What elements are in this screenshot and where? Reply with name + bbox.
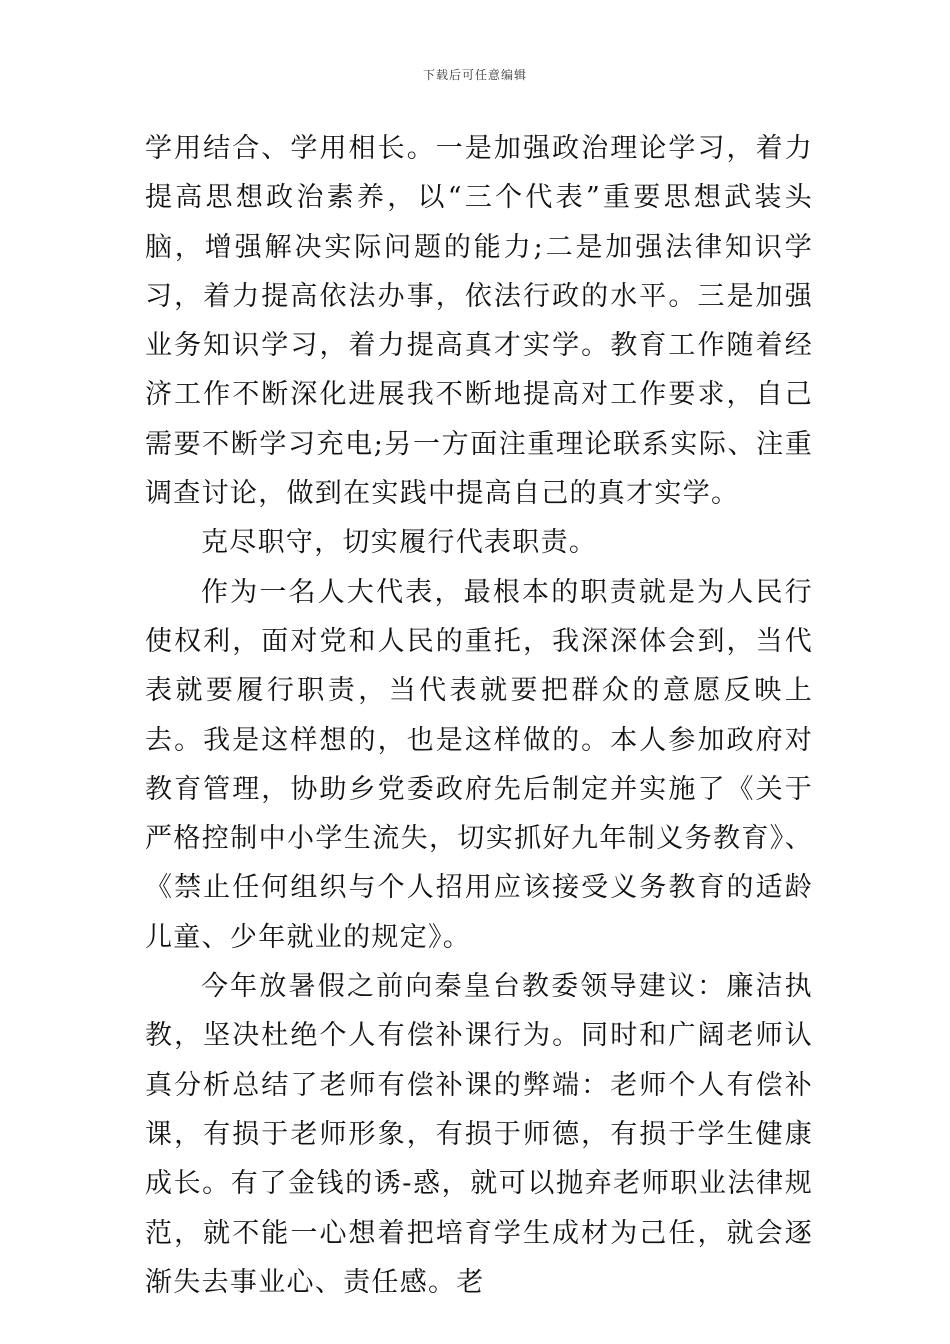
page-header: 下载后可任意编辑 [422,68,527,82]
paragraph-representative-duties: 作为一名人大代表，最根本的职责就是为人民行使权利，面对党和人民的重托，我深深体会到，当代表就要履行职责，当代表就要把群众的意愿反映上去。我是这样想的，也是这样做的。本人参加政府对教育管理，协助乡党委政府先后制定并实施了《关于严格控制中小学生流失，切实抓好九年制义务教育》、《禁止任何组织与个人招用应该接受义务教育的适龄儿童、少年就业的规定》。 [145,576,813,953]
paragraph-continuation: 学用结合、学用相长。一是加强政治理论学习，着力提高思想政治素养，以“三个代表”重要思想武装头脑，增强解决实际问题的能力;二是加强法律知识学习，着力提高依法办事，依法行政的水平。三是加强业务知识学习，着力提高真才实学。教育工作随着经济工作不断深化进展我不断地提高对工作要求，自己需要不断学习充电;另一方面注重理论联系实际、注重调查讨论，做到在实践中提高自己的真才实学。 [145,133,813,510]
paragraph-summer-tutoring: 今年放暑假之前向秦皇台教委领导建议：廉洁执教，坚决杜绝个人有偿补课行为。同时和广阔老师认真分析总结了老师有偿补课的弊端：老师个人有偿补课，有损于老师形象，有损于师德，有损于学生健康成长。有了金钱的诱-惑，就可以抛弃老师职业法律规范，就不能一心想着把培育学生成材为己任，就会逐渐失去事业心、责任感。老 [145,971,813,1298]
document-body [145,124,813,1307]
paragraph-section-heading: 克尽职守，切实履行代表职责。 [201,527,598,559]
